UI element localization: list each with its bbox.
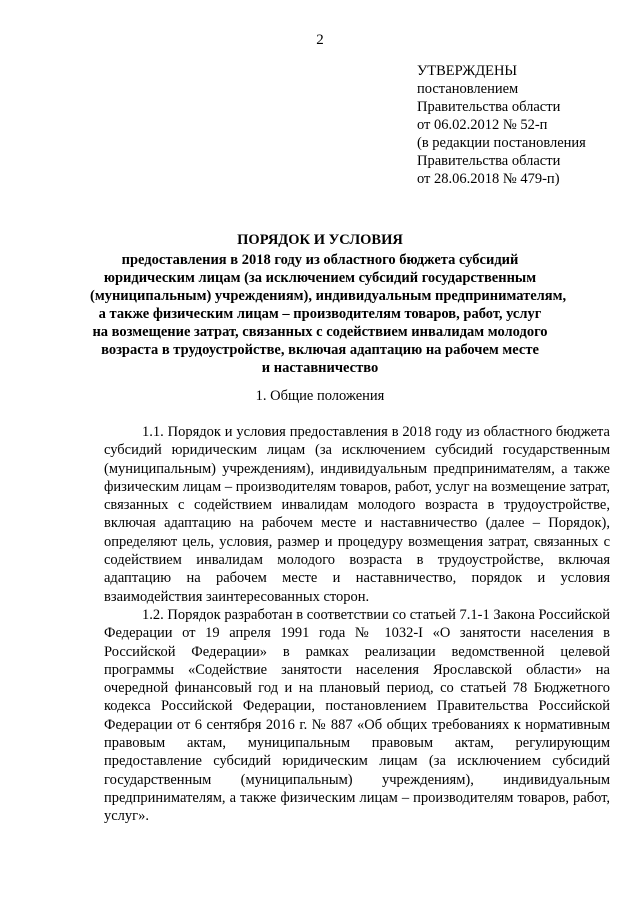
approval-line: (в редакции постановления: [417, 135, 586, 151]
approval-line: постановлением: [417, 81, 519, 97]
document-title-line: возраста в трудоустройстве, включая адаптацию на рабочем месте: [101, 342, 539, 358]
document-title-main: ПОРЯДОК И УСЛОВИЯ: [237, 232, 403, 248]
approval-line: Правительства области: [417, 153, 561, 169]
document-title-line: на возмещение затрат, связанных с содействием инвалидам молодого: [92, 324, 548, 340]
approval-line: от 06.02.2012 № 52-п: [417, 117, 548, 133]
document-body: [104, 423, 610, 826]
document-title: [90, 231, 567, 377]
document-title-line: предоставления в 2018 году из областного бюджета субсидий: [121, 252, 519, 268]
document-title-line: а также физическим лицам – производителям товаров, работ, услуг: [98, 306, 542, 322]
approval-line: от 28.06.2018 № 479-п): [417, 171, 560, 187]
paragraph-1-2: 1.2. Порядок разработан в соответствии со статьей 7.1-1 Закона Российской Федерации от 19 апреля 1991 года № 1032-I «О занятости населения в Российской Федерации» в рамках реализации ведомственной целевой программы «Содействие занятости населения Ярославской области» на очередной финансовый год и на плановый период, со статьей 78 Бюджетного кодекса Российской Федерации, постановлением Правительства Российской Федерации от 6 сентября 2016 г. № 887 «Об общих требованиях к нормативным правовым актам, муниципальным правовым актам, регулирующим предоставление субсидий юридическим лицам (за исключением субсидий государственным (муниципальным) учреждениям), индивидуальным предпринимателям, а также физическим лицам – производителям товаров, работ, услуг».: [104, 606, 610, 825]
approval-line: УТВЕРЖДЕНЫ: [417, 63, 518, 79]
approval-stamp-block: [417, 62, 627, 188]
document-title-line: (муниципальным) учреждениям), индивидуальным предпринимателям,: [90, 288, 567, 304]
document-title-line: и наставничество: [261, 360, 379, 376]
document-title-line: юридическим лицам (за исключением субсидий государственным: [103, 270, 537, 286]
page-number: 2: [316, 32, 324, 48]
approval-line: Правительства области: [417, 99, 561, 115]
section-heading: 1. Общие положения: [255, 388, 385, 404]
paragraph-1-1: 1.1. Порядок и условия предоставления в 2018 году из областного бюджета субсидий юридическим лицам (за исключением субсидий государственным (муниципальным) учреждениям), индивидуальным предпринимателям, а также физическим лицам – производителям товаров, работ, услуг на возмещение затрат, связанных с содействием инвалидам молодого возраста в трудоустройстве, включая адаптацию на рабочем месте и наставничество (далее – Порядок), определяют цель, условия, размер и процедуру возмещения затрат, связанных с содействием инвалидам молодого возраста в трудоустройстве, включая адаптацию на рабочем месте и наставничество, порядок и условия взаимодействия заинтересованных сторон.: [104, 424, 610, 605]
